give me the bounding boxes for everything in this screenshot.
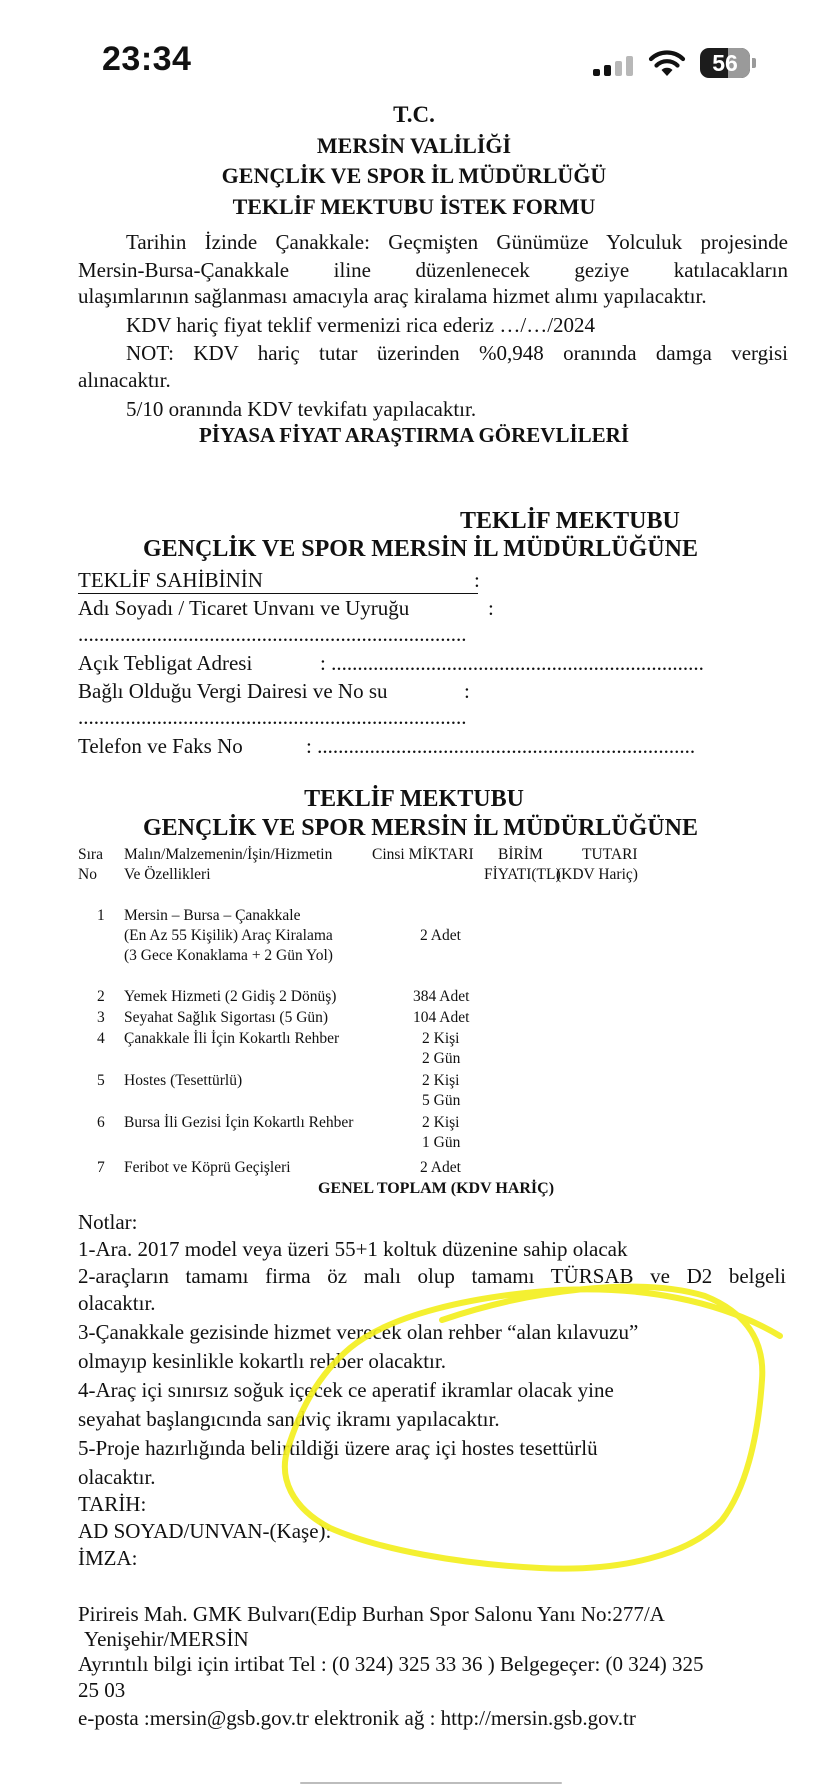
note-5b: olacaktır. [78,1465,156,1489]
header-fiyat: FİYATI(TL) [484,866,561,883]
name-stamp-label: AD SOYAD/UNVAN-(Kaşe): [78,1519,332,1543]
footer-email: e-posta :mersin@gsb.gov.tr elektronik ağ : http://mersin.gsb.gov.tr [78,1706,636,1730]
row-1-qty: 2 Adet [420,927,461,944]
header-tc: T.C. [393,102,435,127]
home-indicator [300,1782,562,1784]
footer-phone-2: 25 03 [78,1678,126,1702]
clock: 23:34 [102,40,192,78]
tevkifat-note: 5/10 oranında KDV tevkifatı yapılacaktır. [126,397,477,421]
form-title: TEKLİF MEKTUBU İSTEK FORMU [232,194,596,219]
tax-dots: .......................................................................... [78,705,467,729]
note-5a: 5-Proje hazırlığında belirtildiği üzere araç içi hostes tesettürlü [78,1436,598,1460]
header-cinsi: Cinsi MİKTARI [372,846,474,863]
header-tutari: TUTARI [582,846,638,863]
row-1-line-2: (En Az 55 Kişilik) Araç Kiralama [124,927,333,944]
row-5-qty-1: 2 Kişi [422,1072,460,1089]
header-sira: Sıra [78,846,103,863]
wifi-icon [648,48,686,78]
note-line-1: NOT: KDV hariç tutar üzerinden %0,948 oranında damga vergisi [126,341,788,365]
table-addressee: GENÇLİK VE SPOR MERSİN İL MÜDÜRLÜĞÜNE [143,815,698,841]
row-1-line-3: (3 Gece Konaklama + 2 Gün Yol) [124,947,333,964]
note-4b: seyahat başlangıcında sandviç ikramı yapılacaktır. [78,1407,500,1431]
note-2a: 2-araçların tamamı firma öz malı olup tamamı TÜRSAB ve D2 belgeli [78,1264,786,1288]
row-1-line-1: Mersin – Bursa – Çanakkale [124,907,301,924]
intro-line-2: Mersin-Bursa-Çanakkale iline düzenlenecek geziye katılacakların [78,258,788,282]
row-4-no: 4 [97,1030,105,1047]
row-2-line-1: Yemek Hizmeti (2 Gidiş 2 Dönüş) [124,988,337,1005]
row-3-no: 3 [97,1009,105,1026]
name-dots: .......................................................................... [78,622,467,646]
note-1: 1-Ara. 2017 model veya üzeri 55+1 koltuk düzenine sahip olacak [78,1237,628,1261]
row-6-no: 6 [97,1114,105,1131]
cellular-signal-icon [593,56,637,76]
row-4-qty-1: 2 Kişi [422,1030,460,1047]
offer-addressee: GENÇLİK VE SPOR MERSİN İL MÜDÜRLÜĞÜNE [143,536,698,562]
row-1-no: 1 [97,907,105,924]
status-bar [0,0,828,110]
footer-phone: Ayrıntılı bilgi için irtibat Tel : (0 324) 325 33 36 ) Belgegeçer: (0 324) 325 [78,1652,704,1676]
row-5-no: 5 [97,1072,105,1089]
address-label: Açık Tebligat Adresi [78,651,253,675]
header-birim: BİRİM [498,846,543,863]
note-4a: 4-Araç içi sınırsız soğuk içecek ce aperatif ikramlar olacak yine [78,1378,614,1402]
header-item-1: Malın/Malzemenin/İşin/Hizmetin [124,846,333,863]
header-kdv: (KDV Hariç) [556,866,638,883]
row-2-qty: 384 Adet [413,988,470,1005]
row-5-qty-2: 5 Gün [422,1092,461,1109]
row-6-qty-1: 2 Kişi [422,1114,460,1131]
battery-icon [700,48,758,78]
row-7-qty: 2 Adet [420,1159,461,1176]
owner-colon: : [474,568,480,592]
row-4-line-1: Çanakkale İli İçin Kokartlı Rehber [124,1030,340,1047]
header-no: No [78,866,97,883]
name-colon: : [488,596,494,620]
header-valilik: MERSİN VALİLİĞİ [316,133,512,158]
note-3a: 3-Çanakkale gezisinde hizmet verecek olan rehber “alan kılavuzu” [78,1320,639,1344]
phone-label: Telefon ve Faks No [78,734,243,758]
row-7-line-1: Feribot ve Köprü Geçişleri [124,1159,291,1176]
tax-label: Bağlı Olduğu Vergi Dairesi ve No su [78,679,388,703]
notes-heading: Notlar: [78,1210,138,1234]
footer-address-1: Pirireis Mah. GMK Bulvarı(Edip Burhan Spor Salonu Yanı No:277/A [78,1602,665,1626]
address-dots: : ....................................................................... [320,651,704,675]
kdv-request: KDV hariç fiyat teklif vermenizi rica ederiz …/…/2024 [126,313,596,337]
phone-dots: : ........................................................................ [306,734,696,758]
name-label: Adı Soyadı / Ticaret Unvanı ve Uyruğu [78,596,410,620]
row-7-no: 7 [97,1159,105,1176]
signature-label: İMZA: [78,1546,138,1570]
note-line-2: alınacaktır. [78,368,171,392]
row-3-qty: 104 Adet [413,1009,470,1026]
owner-heading: TEKLİF SAHİBİNİN [78,568,478,594]
row-3-line-1: Seyahat Sağlık Sigortası (5 Gün) [124,1009,329,1026]
date-label: TARİH: [78,1492,147,1516]
header-item-2: Ve Özellikleri [124,866,211,883]
table-title: TEKLİF MEKTUBU [304,786,524,812]
row-6-line-1: Bursa İli Gezisi İçin Kokartlı Rehber [124,1114,354,1131]
header-mudurluk: GENÇLİK VE SPOR İL MÜDÜRLÜĞÜ [221,163,607,188]
battery-level: 56 [712,50,738,76]
intro-line-3: ulaşımlarının sağlanması amacıyla araç kiralama hizmet alımı yapılacaktır. [78,284,707,308]
note-2b: olacaktır. [78,1291,156,1315]
row-6-qty-2: 1 Gün [422,1134,461,1151]
piyasa-heading: PİYASA FİYAT ARAŞTIRMA GÖREVLİLERİ [198,423,630,447]
offer-title: TEKLİF MEKTUBU [460,508,680,534]
row-5-line-1: Hostes (Tesettürlü) [124,1072,243,1089]
tax-colon: : [464,679,470,703]
intro-line-1: Tarihin İzinde Çanakkale: Geçmişten Günümüze Yolculuk projesinde [126,230,788,254]
row-4-qty-2: 2 Gün [422,1050,461,1067]
row-2-no: 2 [97,988,105,1005]
grand-total-label: GENEL TOPLAM (KDV HARİÇ) [318,1180,555,1197]
note-3b: olmayıp kesinlikle kokartlı rehber olacaktır. [78,1349,446,1373]
footer-address-2: Yenişehir/MERSİN [84,1627,249,1651]
